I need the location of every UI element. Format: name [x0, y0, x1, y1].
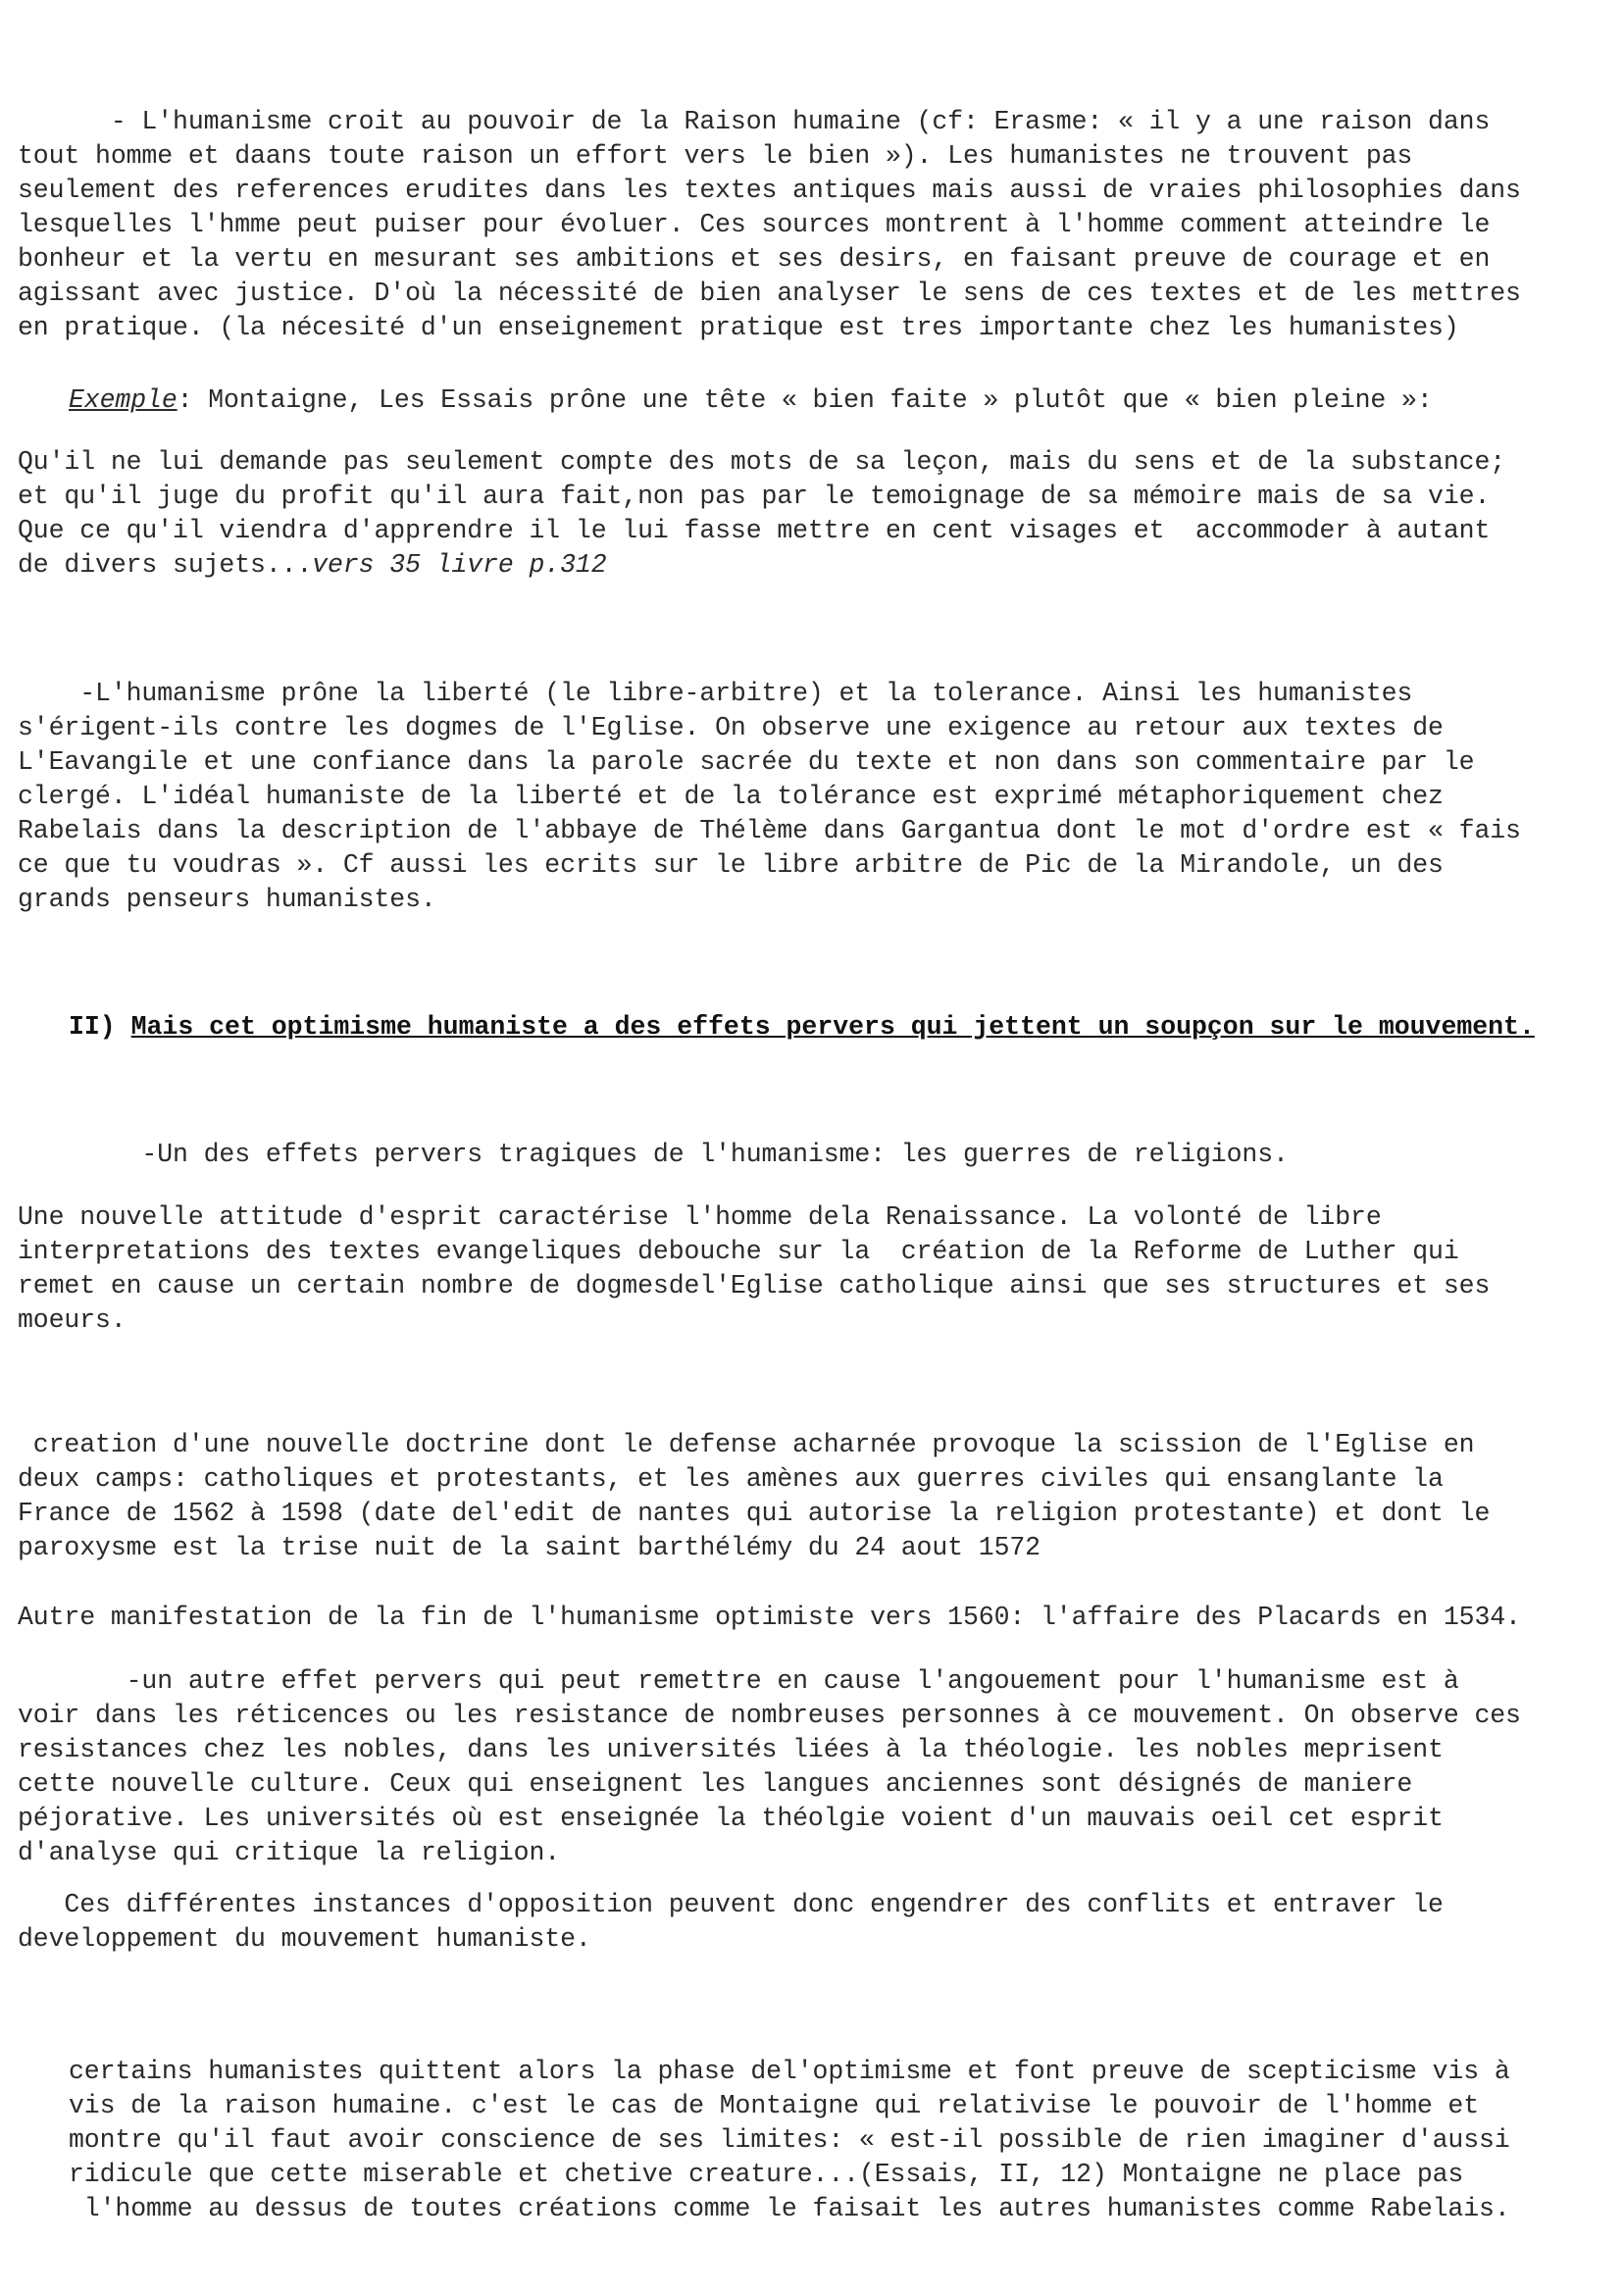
example-line — [69, 383, 1608, 418]
example-label: Exemple — [69, 385, 178, 415]
paragraph-reason — [18, 105, 1606, 345]
text-line: s'érigent-ils contre les dogmes de l'Eglise. On observe une exigence au retour aux textes de — [18, 713, 1444, 742]
text-line: ridicule que cette miserable et chetive creature...(Essais, II, 12) Montaigne ne place pas — [69, 2160, 1464, 2189]
text-line: Une nouvelle attitude d'esprit caractérise l'homme dela Renaissance. La volonté de libre — [18, 1202, 1382, 1232]
paragraph-opposition — [18, 1888, 1606, 1957]
text-line: l'homme au dessus de toutes créations comme le faisait les autres humanistes comme Rabelais. — [69, 2194, 1510, 2223]
text-line: lesquelles l'hmme peut puiser pour évoluer. Ces sources montrent à l'homme comment atteindre le — [18, 210, 1491, 239]
text-line: ce que tu voudras ». Cf aussi les ecrits sur le libre arbitre de Pic de la Mirandole, un des — [18, 850, 1444, 880]
paragraph-reform — [18, 1200, 1606, 1338]
text-line: remet en cause un certain nombre de dogmesdel'Eglise catholique ainsi que ses structures et ses — [18, 1271, 1491, 1300]
text-line: - L'humanisme croit au pouvoir de la Raison humaine (cf: Erasme: « il y a une raison dans — [18, 107, 1491, 136]
text-line: d'analyse qui critique la religion. — [18, 1838, 561, 1867]
text-line: vis de la raison humaine. c'est le cas de Montaigne qui relativise le pouvoir de l'homme et — [69, 2091, 1480, 2120]
text-line: -Un des effets pervers tragiques de l'humanisme: les guerres de religions. — [18, 1140, 1289, 1169]
text-line: agissant avec justice. D'où la nécessité de bien analyser le sens de ces textes et de les mettres — [18, 279, 1521, 308]
text-line: -un autre effet pervers qui peut remettre en cause l'angouement pour l'humanisme est à — [18, 1666, 1459, 1696]
text-line: montre qu'il faut avoir conscience de ses limites: « est-il possible de rien imaginer d'aussi — [69, 2125, 1510, 2155]
paragraph-liberty — [18, 677, 1606, 917]
text-line: Que ce qu'il viendra d'apprendre il le lui fasse mettre en cent visages et accommoder à autant — [18, 516, 1491, 545]
text-line: seulement des references erudites dans les textes antiques mais aussi de vraies philosophies dans — [18, 176, 1521, 205]
text-line: deux camps: catholiques et protestants, et les amènes aux guerres civiles qui ensanglante la — [18, 1464, 1444, 1494]
text-line: certains humanistes quittent alors la phase del'optimisme et font preuve de scepticisme vis à — [69, 2057, 1510, 2086]
text-line: voir dans les réticences ou les resistance de nombreuses personnes à ce mouvement. On observe ces — [18, 1701, 1521, 1730]
quote-last-text: de divers sujets... — [18, 550, 313, 580]
text-line: moeurs. — [18, 1305, 127, 1335]
section-heading — [69, 1010, 1618, 1045]
text-line: Ces différentes instances d'opposition peuvent donc engendrer des conflits et entraver le — [18, 1890, 1444, 1919]
text-line: et qu'il juge du profit qu'il aura fait,non pas par le temoignage de sa mémoire mais de sa vie. — [18, 482, 1491, 511]
subheading-religion-wars — [18, 1138, 1606, 1172]
text-line: péjorative. Les universités où est enseignée la théolgie voient d'un mauvais oeil cet esprit — [18, 1804, 1444, 1833]
text-line: Autre manifestation de la fin de l'humanisme optimiste vers 1560: l'affaire des Placards en 1534. — [18, 1603, 1521, 1632]
text-line: creation d'une nouvelle doctrine dont le defense acharnée provoque la scission de l'Eglise en — [18, 1430, 1475, 1459]
text-line: Qu'il ne lui demande pas seulement compte des mots de sa leçon, mais du sens et de la substance; — [18, 447, 1506, 477]
text-line: France de 1562 à 1598 (date del'edit de nantes qui autorise la religion protestante) et dont le — [18, 1499, 1491, 1528]
text-line: -L'humanisme prône la liberté (le libre-arbitre) et la tolerance. Ainsi les humanistes — [18, 679, 1413, 708]
text-line: bonheur et la vertu en mesurant ses ambitions et ses desirs, en faisant preuve de courage et en — [18, 244, 1491, 274]
section-number: II) — [69, 1012, 131, 1042]
text-line: en pratique. (la nécesité d'un enseignement pratique est tres importante chez les humanistes) — [18, 313, 1459, 342]
paragraph-resistance — [18, 1664, 1606, 1870]
text-line: tout homme et daans toute raison un effort vers le bien »). Les humanistes ne trouvent pas — [18, 141, 1413, 171]
paragraph-doctrine — [18, 1428, 1606, 1565]
montaigne-quote — [18, 445, 1606, 583]
text-line: grands penseurs humanistes. — [18, 885, 436, 914]
quote-reference: vers 35 livre p.312 — [312, 550, 607, 580]
text-line: developpement du mouvement humaniste. — [18, 1924, 591, 1954]
text-line: Rabelais dans la description de l'abbaye de Thélème dans Gargantua dont le mot d'ordre est « fais — [18, 816, 1521, 845]
text-line: cette nouvelle culture. Ceux qui enseignent les langues anciennes sont désignés de maniere — [18, 1769, 1413, 1799]
text-line: interpretations des textes evangeliques debouche sur la création de la Reforme de Luther qui — [18, 1237, 1459, 1266]
example-text: : Montaigne, Les Essais prône une tête « bien faite » plutôt que « bien pleine »: — [177, 385, 1433, 415]
text-line: resistances chez les nobles, dans les universités liées à la théologie. les nobles meprisent — [18, 1735, 1444, 1764]
text-line: paroxysme est la trise nuit de la saint barthélémy du 24 aout 1572 — [18, 1533, 1040, 1562]
text-line: clergé. L'idéal humaniste de la liberté et de la tolérance est exprimé métaphoriquement chez — [18, 782, 1444, 811]
section-title: Mais cet optimisme humaniste a des effets pervers qui jettent un soupçon sur le mouvement. — [130, 1012, 1535, 1042]
text-line — [18, 548, 1606, 583]
text-line: L'Eavangile et une confiance dans la parole sacrée du texte et non dans son commentaire par le — [18, 747, 1475, 777]
paragraph-scepticism — [69, 2055, 1608, 2226]
paragraph-placards — [18, 1601, 1606, 1635]
